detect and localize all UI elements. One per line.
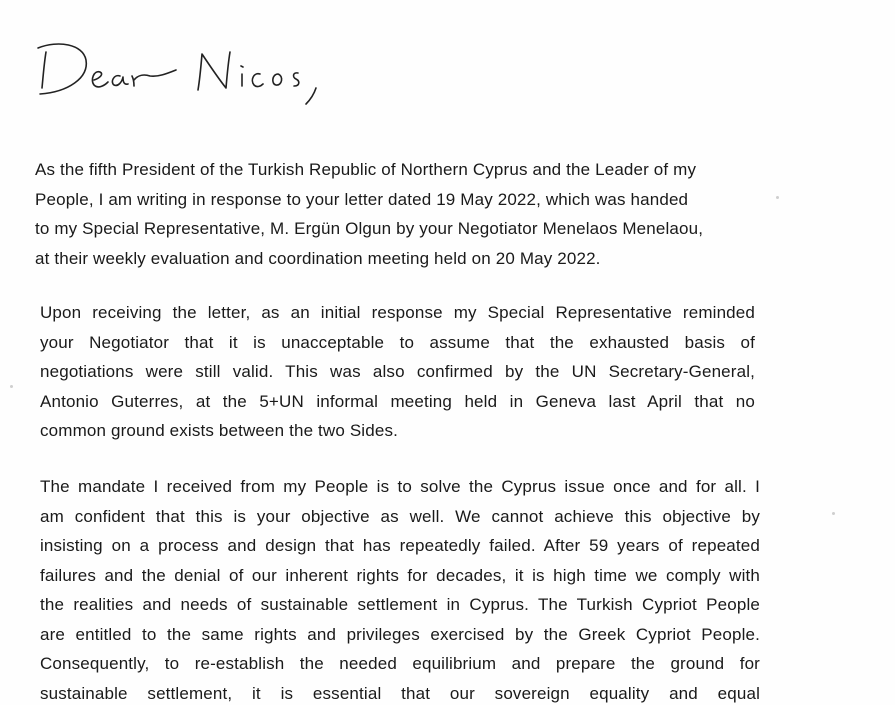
paragraph-line: Antonio Guterres, at the 5+UN informal meeting held in Geneva last April that no: [40, 387, 755, 417]
handwritten-salutation: [28, 30, 328, 110]
paragraph-3: [40, 472, 760, 708]
paragraph-line: The mandate I received from my People is to solve the Cyprus issue once and for all. I: [40, 472, 760, 502]
paragraph-line: sustainable settlement, it is essential that our sovereign equality and equal: [40, 679, 760, 708]
scan-speck: [832, 512, 835, 515]
paragraph-line: As the fifth President of the Turkish Republic of Northern Cyprus and the Leader of my: [35, 155, 775, 185]
paragraph-line: failures and the denial of our inherent rights for decades, it is high time we comply with: [40, 561, 760, 591]
paragraph-line: to my Special Representative, M. Ergün Olgun by your Negotiator Menelaos Menelaou,: [35, 214, 775, 244]
paragraph-line: your Negotiator that it is unacceptable to assume that the exhausted basis of: [40, 328, 755, 358]
scan-speck: [10, 385, 13, 388]
paragraph-1: [35, 155, 775, 273]
paragraph-line: at their weekly evaluation and coordination meeting held on 20 May 2022.: [35, 244, 775, 274]
paragraph-line: Consequently, to re-establish the needed equilibrium and prepare the ground for: [40, 649, 760, 679]
paragraph-2: [40, 298, 755, 446]
handwritten-salutation-drawing: [28, 30, 328, 110]
paragraph-line: insisting on a process and design that has repeatedly failed. After 59 years of repeated: [40, 531, 760, 561]
paragraph-line: Upon receiving the letter, as an initial response my Special Representative reminded: [40, 298, 755, 328]
paragraph-line: common ground exists between the two Sides.: [40, 416, 755, 446]
paragraph-line: the realities and needs of sustainable settlement in Cyprus. The Turkish Cypriot People: [40, 590, 760, 620]
scan-speck: [776, 196, 779, 199]
paragraph-line: are entitled to the same rights and privileges exercised by the Greek Cypriot People.: [40, 620, 760, 650]
paragraph-line: am confident that this is your objective as well. We cannot achieve this objective by: [40, 502, 760, 532]
paragraph-line: People, I am writing in response to your letter dated 19 May 2022, which was handed: [35, 185, 775, 215]
paragraph-line: negotiations were still valid. This was also confirmed by the UN Secretary-General,: [40, 357, 755, 387]
